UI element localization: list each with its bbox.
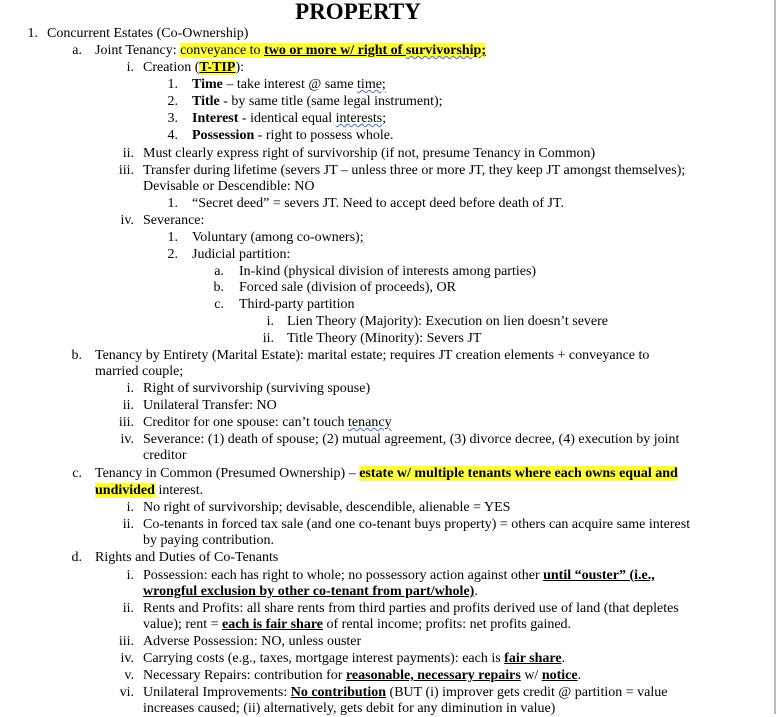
item-text: - by same title (same legal instrument); <box>219 94 443 109</box>
item-text: . <box>561 651 566 666</box>
list-item: Severance: <box>143 213 205 228</box>
creation-line <box>143 59 244 76</box>
list-item: Unilateral Transfer: NO <box>143 398 277 413</box>
highlight-bold-text: two or more w/ right of <box>264 43 406 58</box>
item-text: - identical equal <box>238 111 336 126</box>
list-item: Severance: (1) death of spouse; (2) mutual agreement, (3) divorce decree, (4) execution by joint <box>143 432 680 447</box>
item-text: Possession: each has right to whole; no possessory action against other <box>143 568 544 583</box>
tenancy-by-entirety-line: Tenancy by Entirety (Marital Estate): marital estate; requires JT creation elements + conveyance to <box>95 348 650 363</box>
term: Time <box>192 77 223 92</box>
item-text: interests; <box>335 111 387 126</box>
list-item: Lien Theory (Majority): Execution on lien doesn’t severe <box>287 314 609 329</box>
item-label: Joint Tenancy: <box>95 43 181 58</box>
list-item: Co-tenants in forced tax sale (and one co-tenant buys property) = others can acquire same interest <box>143 517 691 532</box>
list-item-continued: creditor <box>143 448 187 463</box>
list-item <box>143 684 667 701</box>
item-text: Creation ( <box>143 60 200 75</box>
list-item: Transfer during lifetime (severs JT – unless three or more JT, they keep JT amongst themselves); <box>143 163 686 178</box>
bold-underline-text: No contribution <box>290 685 387 700</box>
list-roman: i. <box>126 500 134 515</box>
list-item-continued: married couple; <box>95 364 184 379</box>
bold-underline-text: notice <box>541 668 578 683</box>
list-letter: b. <box>213 280 224 295</box>
list-roman: iv. <box>120 432 134 447</box>
list-number: 2. <box>167 247 178 262</box>
item-text: Necessary Repairs: contribution for <box>143 668 346 683</box>
list-item: Judicial partition: <box>192 247 291 262</box>
list-letter: d. <box>71 550 82 565</box>
list-roman: iii. <box>118 415 134 430</box>
list-letter: b. <box>71 348 82 363</box>
list-item: No right of survivorship; devisable, descendible, alienable = YES <box>143 500 511 515</box>
highlight-bold-text: estate w/ multiple tenants where each owns equal and <box>359 466 678 481</box>
list-roman: ii. <box>122 517 134 532</box>
rights-duties-line: Rights and Duties of Co-Tenants <box>95 550 279 565</box>
list-roman: iii. <box>118 163 134 178</box>
bold-underline-text: wrongful exclusion by other co-tenant from part/whole) <box>143 584 475 599</box>
list-roman: i. <box>126 381 134 396</box>
tenancy-in-common-line <box>95 465 678 482</box>
list-item-continued: by paying contribution. <box>143 533 275 548</box>
list-roman: iv. <box>120 651 134 666</box>
list-item: “Secret deed” = severs JT. Need to accept deed before death of JT. <box>192 196 564 211</box>
item-text: ): <box>235 60 244 75</box>
item-text: . <box>577 668 582 683</box>
list-item: Third-party partition <box>239 297 355 312</box>
list-item-continued <box>95 482 203 499</box>
item-text: value); rent = <box>143 617 223 632</box>
list-roman: iv. <box>120 213 134 228</box>
item-text: tenancy <box>348 415 392 430</box>
item-text: time; <box>357 77 386 92</box>
list-item: In-kind (physical division of interests among parties) <box>239 264 537 279</box>
list-item: Forced sale (division of proceeds), OR <box>239 280 456 295</box>
list-roman: i. <box>266 314 274 329</box>
list-roman: vi. <box>119 685 134 700</box>
list-item <box>143 567 655 584</box>
term: Title <box>192 94 220 109</box>
list-item: Adverse Possession: NO, unless ouster <box>143 634 362 649</box>
item-text: Voluntary (among co-owners) <box>192 230 360 245</box>
item-text: (BUT (i) improver gets credit @ partition = value <box>386 685 668 700</box>
highlight-bold-text: undivided <box>95 483 155 498</box>
list-roman: ii. <box>122 146 134 161</box>
list-item: Title Theory (Minority): Severs JT <box>287 331 482 346</box>
list-letter: a. <box>72 43 82 58</box>
item-text: of rental income; profits: net profits gained. <box>323 617 572 632</box>
list-item <box>143 667 581 684</box>
term: Possession <box>192 128 255 143</box>
list-number: 2. <box>167 94 178 109</box>
item-text: - right to possess whole. <box>254 128 394 143</box>
item-text: w/ <box>520 668 542 683</box>
list-item-continued <box>143 616 571 633</box>
list-item <box>143 414 392 431</box>
list-number: 1. <box>27 26 38 41</box>
list-roman: ii. <box>122 398 134 413</box>
list-item-continued: Devisable or Descendible: NO <box>143 179 315 194</box>
list-item-continued: increases caused; (ii) alternatively, gets debit for any diminution in value) <box>143 701 556 716</box>
tip-acronym: T-TIP <box>199 60 236 75</box>
list-roman: i. <box>126 60 134 75</box>
item-text: ; <box>359 230 364 245</box>
list-item <box>192 229 364 246</box>
list-roman: v. <box>124 668 134 683</box>
list-number: 1. <box>167 77 178 92</box>
bold-underline-text: reasonable, necessary repairs <box>345 668 521 683</box>
list-item: Right of survivorship (surviving spouse) <box>143 381 371 396</box>
tip-item-interest <box>192 110 386 127</box>
list-letter: c. <box>72 466 82 481</box>
item-text: Unilateral Improvements: <box>143 685 291 700</box>
list-item <box>143 650 565 667</box>
item-text: Creditor for one spouse: can’t touch <box>143 415 349 430</box>
list-number: 4. <box>167 128 178 143</box>
list-number: 1. <box>167 230 178 245</box>
tip-item-title <box>192 93 443 110</box>
item-text: – take interest @ same <box>222 77 358 92</box>
list-roman: ii. <box>262 331 274 346</box>
list-letter: c. <box>214 297 224 312</box>
term: Interest <box>192 111 239 126</box>
item-label: Tenancy in Common (Presumed Ownership) – <box>95 466 360 481</box>
tip-item-time <box>192 76 386 93</box>
list-roman: iii. <box>118 634 134 649</box>
list-letter: a. <box>214 264 224 279</box>
heading-concurrent-estates: Concurrent Estates (Co-Ownership) <box>47 26 249 41</box>
item-text: Carrying costs (e.g., taxes, mortgage interest payments): each is <box>143 651 505 666</box>
joint-tenancy-line <box>95 42 486 59</box>
list-item: Must clearly express right of survivorship (if not, presume Tenancy in Common) <box>143 146 596 161</box>
list-item: Rents and Profits: all share rents from third parties and profits derived use of land (that depletes <box>143 601 679 616</box>
item-text: . <box>474 584 478 599</box>
highlight-bold-text: ; <box>481 43 486 58</box>
item-text: interest. <box>154 483 204 498</box>
highlight-bold-text: survivorship <box>405 43 482 58</box>
tip-item-possession <box>192 127 393 144</box>
list-item-continued <box>143 583 478 600</box>
bold-underline-text: each is fair share <box>222 617 324 632</box>
list-number: 1. <box>167 196 178 211</box>
page-title: PROPERTY <box>295 0 421 24</box>
bold-underline-text: until “ouster” (i.e., <box>543 568 655 583</box>
highlight-text: conveyance to <box>180 43 265 58</box>
list-number: 3. <box>167 111 178 126</box>
list-roman: ii. <box>122 601 134 616</box>
bold-underline-text: fair share <box>504 651 562 666</box>
list-roman: i. <box>126 568 134 583</box>
